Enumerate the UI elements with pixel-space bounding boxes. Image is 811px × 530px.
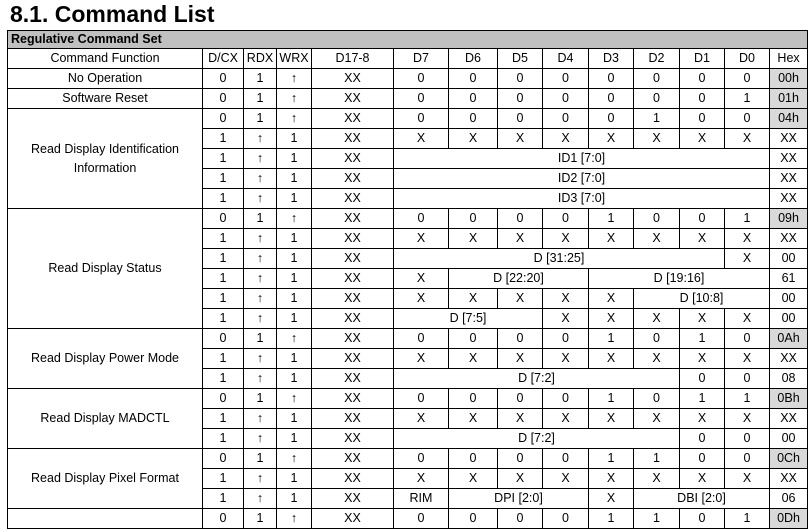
- table-cell: XX: [312, 449, 394, 469]
- column-header: D17-8: [312, 49, 394, 69]
- table-cell: X: [634, 409, 680, 429]
- table-cell: ↑: [277, 89, 312, 109]
- table-cell-span: X: [680, 309, 725, 329]
- table-cell: 0: [203, 389, 244, 409]
- column-header: D0: [725, 49, 770, 69]
- table-cell: 0: [634, 329, 680, 349]
- column-header: Hex: [770, 49, 808, 69]
- table-cell: 1: [277, 429, 312, 449]
- table-cell-span: X: [498, 289, 543, 309]
- table-cell: X: [725, 129, 770, 149]
- table-cell: 0: [543, 449, 589, 469]
- hex-cell: XX: [770, 349, 808, 369]
- hex-cell: 06: [770, 489, 808, 509]
- table-cell-span: 0: [725, 369, 770, 389]
- column-header: D5: [498, 49, 543, 69]
- table-cell: 1: [277, 489, 312, 509]
- table-cell: ↑: [244, 429, 277, 449]
- table-cell: X: [589, 229, 634, 249]
- table-cell: 0: [394, 449, 449, 469]
- table-cell: 1: [277, 169, 312, 189]
- table-cell: XX: [312, 269, 394, 289]
- table-cell: 0: [634, 209, 680, 229]
- table-cell: 0: [589, 109, 634, 129]
- table-cell: 0: [498, 509, 543, 529]
- hex-cell: 01h: [770, 89, 808, 109]
- table-cell: X: [589, 409, 634, 429]
- table-cell: 0: [449, 209, 498, 229]
- table-cell: ↑: [244, 469, 277, 489]
- table-cell: 0: [543, 389, 589, 409]
- table-cell: XX: [312, 389, 394, 409]
- table-cell: XX: [312, 69, 394, 89]
- table-cell: XX: [312, 309, 394, 329]
- table-cell: 0: [203, 509, 244, 529]
- table-cell: XX: [312, 349, 394, 369]
- table-cell: ↑: [244, 289, 277, 309]
- table-cell: 1: [589, 509, 634, 529]
- table-cell: 0: [203, 89, 244, 109]
- table-cell: XX: [312, 109, 394, 129]
- table-cell: X: [589, 349, 634, 369]
- column-header: Command Function: [8, 49, 203, 69]
- table-cell: 0: [680, 69, 725, 89]
- table-cell-span: DPI [2:0]: [449, 489, 589, 509]
- table-cell: ↑: [244, 229, 277, 249]
- table-cell-span: D [19:16]: [589, 269, 770, 289]
- table-cell: 0: [680, 209, 725, 229]
- table-cell: 1: [277, 269, 312, 289]
- table-cell: 1: [277, 189, 312, 209]
- table-cell: X: [589, 129, 634, 149]
- table-cell-span: X: [394, 289, 449, 309]
- table-cell: 1: [277, 409, 312, 429]
- table-cell: X: [725, 469, 770, 489]
- table-cell: 1: [203, 229, 244, 249]
- table-cell: ↑: [244, 349, 277, 369]
- column-header: WRX: [277, 49, 312, 69]
- table-cell: 0: [203, 449, 244, 469]
- table-cell-span: 0: [680, 369, 725, 389]
- table-cell-span: 0: [725, 429, 770, 449]
- table-cell: 0: [543, 329, 589, 349]
- table-cell: 1: [203, 489, 244, 509]
- table-cell: ↑: [244, 309, 277, 329]
- hex-cell: 00: [770, 289, 808, 309]
- table-cell: 1: [277, 129, 312, 149]
- table-cell: X: [634, 229, 680, 249]
- table-row: [8, 69, 808, 89]
- command-function: No Operation: [8, 69, 203, 89]
- table-cell: X: [634, 469, 680, 489]
- table-cell: XX: [312, 249, 394, 269]
- table-cell: X: [543, 349, 589, 369]
- hex-cell: 09h: [770, 209, 808, 229]
- table-cell: 1: [203, 469, 244, 489]
- command-function: Software Reset: [8, 89, 203, 109]
- table-cell: 0: [449, 509, 498, 529]
- table-cell: 0: [543, 509, 589, 529]
- hex-cell: 61: [770, 269, 808, 289]
- table-cell: X: [394, 469, 449, 489]
- table-cell: XX: [312, 129, 394, 149]
- table-cell: 0: [394, 329, 449, 349]
- hex-cell: XX: [770, 189, 808, 209]
- table-cell-span: X: [589, 309, 634, 329]
- table-cell: 0: [394, 109, 449, 129]
- table-cell: 0: [498, 209, 543, 229]
- table-cell: ↑: [277, 389, 312, 409]
- table-cell: 0: [449, 109, 498, 129]
- table-cell: ↑: [244, 149, 277, 169]
- table-cell: 1: [589, 209, 634, 229]
- table-cell: 1: [244, 209, 277, 229]
- table-cell: 0: [589, 89, 634, 109]
- table-cell: X: [634, 129, 680, 149]
- table-row: [8, 509, 808, 529]
- table-cell-span: 0: [680, 429, 725, 449]
- table-cell: 0: [203, 69, 244, 89]
- table-cell: 0: [634, 89, 680, 109]
- table-cell: 0: [449, 449, 498, 469]
- table-cell: 0: [725, 69, 770, 89]
- table-cell: XX: [312, 209, 394, 229]
- table-cell: X: [725, 409, 770, 429]
- table-cell: 1: [589, 449, 634, 469]
- table-cell: ↑: [277, 209, 312, 229]
- table-cell: X: [589, 469, 634, 489]
- table-cell: X: [449, 129, 498, 149]
- table-cell: 1: [203, 409, 244, 429]
- table-cell: X: [680, 409, 725, 429]
- table-cell: 1: [203, 369, 244, 389]
- table-cell: X: [449, 469, 498, 489]
- table-cell: 1: [203, 269, 244, 289]
- table-cell: XX: [312, 89, 394, 109]
- command-function: Read Display Status: [8, 209, 203, 329]
- table-cell: X: [680, 129, 725, 149]
- table-cell: XX: [312, 489, 394, 509]
- command-function: Read Display Power Mode: [8, 329, 203, 389]
- table-cell: 1: [203, 289, 244, 309]
- hex-cell: 0Bh: [770, 389, 808, 409]
- hex-cell: 00h: [770, 69, 808, 89]
- table-cell: 0: [203, 209, 244, 229]
- column-header: D4: [543, 49, 589, 69]
- hex-cell: XX: [770, 229, 808, 249]
- table-cell: 1: [634, 109, 680, 129]
- table-cell-span: RIM: [394, 489, 449, 509]
- table-cell: X: [680, 229, 725, 249]
- table-cell: 1: [203, 429, 244, 449]
- table-cell: 1: [203, 249, 244, 269]
- table-cell: 1: [244, 389, 277, 409]
- table-cell: 0: [680, 109, 725, 129]
- table-cell: 1: [277, 469, 312, 489]
- table-cell: 0: [543, 69, 589, 89]
- table-cell: 1: [725, 389, 770, 409]
- table-row: [8, 389, 808, 409]
- table-cell: 0: [394, 389, 449, 409]
- table-cell: 0: [449, 329, 498, 349]
- table-cell: 1: [589, 329, 634, 349]
- hex-cell: XX: [770, 129, 808, 149]
- table-cell: 0: [498, 449, 543, 469]
- table-cell: 1: [277, 309, 312, 329]
- command-function: Read Display Pixel Format: [8, 449, 203, 509]
- table-cell: 0: [498, 329, 543, 349]
- table-cell: 1: [680, 329, 725, 349]
- command-table: [7, 30, 808, 529]
- table-cell: ↑: [244, 409, 277, 429]
- hex-cell: 08: [770, 369, 808, 389]
- table-cell: 1: [277, 369, 312, 389]
- table-cell: 0: [203, 329, 244, 349]
- table-cell: ↑: [244, 489, 277, 509]
- table-cell: 0: [498, 109, 543, 129]
- table-cell: XX: [312, 149, 394, 169]
- table-cell: ↑: [244, 269, 277, 289]
- table-cell: X: [498, 349, 543, 369]
- hex-cell: 00: [770, 429, 808, 449]
- table-row: [8, 89, 808, 109]
- table-cell: 0: [394, 89, 449, 109]
- table-cell: 0: [680, 449, 725, 469]
- table-cell: 0: [498, 89, 543, 109]
- table-cell-span: X: [543, 289, 589, 309]
- table-cell: 1: [634, 509, 680, 529]
- column-header: D7: [394, 49, 449, 69]
- table-cell: ↑: [277, 329, 312, 349]
- table-cell: ↑: [244, 129, 277, 149]
- table-cell: 0: [543, 209, 589, 229]
- table-cell-span: X: [725, 309, 770, 329]
- table-cell-span: X: [589, 489, 634, 509]
- table-cell: 1: [589, 389, 634, 409]
- table-cell-span: D [31:25]: [394, 249, 725, 269]
- hex-cell: XX: [770, 169, 808, 189]
- table-cell-span: DBI [2:0]: [634, 489, 770, 509]
- section-header-row: [8, 31, 808, 49]
- table-cell: X: [725, 229, 770, 249]
- table-cell-span: X: [634, 309, 680, 329]
- table-cell: X: [498, 469, 543, 489]
- table-cell: X: [543, 469, 589, 489]
- table-cell: XX: [312, 169, 394, 189]
- table-cell: 1: [680, 389, 725, 409]
- table-cell-span: X: [543, 309, 589, 329]
- table-cell: 0: [449, 89, 498, 109]
- table-cell: 0: [634, 389, 680, 409]
- table-cell-span: ID1 [7:0]: [394, 149, 770, 169]
- table-cell: 1: [203, 189, 244, 209]
- table-cell-span: X: [394, 269, 449, 289]
- table-cell: XX: [312, 429, 394, 449]
- table-cell-span: D [22:20]: [449, 269, 589, 289]
- table-cell: X: [680, 349, 725, 369]
- table-cell: 0: [634, 69, 680, 89]
- table-cell: 0: [394, 209, 449, 229]
- table-cell: ↑: [244, 369, 277, 389]
- page-title: 8.1. Command List: [10, 1, 215, 27]
- table-cell: X: [449, 229, 498, 249]
- table-cell: 0: [498, 389, 543, 409]
- table-cell: 1: [277, 289, 312, 309]
- column-header: RDX: [244, 49, 277, 69]
- table-cell: X: [498, 409, 543, 429]
- table-row: [8, 449, 808, 469]
- table-cell: ↑: [277, 449, 312, 469]
- table-cell: 1: [634, 449, 680, 469]
- table-cell: 1: [244, 449, 277, 469]
- table-cell: X: [543, 129, 589, 149]
- table-cell: 0: [449, 69, 498, 89]
- hex-cell: XX: [770, 149, 808, 169]
- table-cell: 1: [203, 309, 244, 329]
- table-cell: 1: [725, 509, 770, 529]
- table-cell: ↑: [277, 109, 312, 129]
- table-cell: 1: [277, 249, 312, 269]
- column-header: D/CX: [203, 49, 244, 69]
- table-row: [8, 209, 808, 229]
- table-cell: 1: [244, 109, 277, 129]
- command-function: Read Display MADCTL: [8, 389, 203, 449]
- table-cell: 1: [725, 89, 770, 109]
- table-cell: 0: [543, 109, 589, 129]
- table-cell: X: [498, 129, 543, 149]
- table-row: [8, 109, 808, 129]
- table-cell: 1: [244, 89, 277, 109]
- table-cell: 1: [203, 349, 244, 369]
- table-cell: 1: [244, 329, 277, 349]
- hex-cell: XX: [770, 409, 808, 429]
- table-cell-span: D [10:8]: [634, 289, 770, 309]
- table-cell: 1: [277, 229, 312, 249]
- command-function: Read Display Identification Information: [8, 109, 203, 209]
- hex-cell: 04h: [770, 109, 808, 129]
- table-cell: 1: [725, 209, 770, 229]
- table-cell: XX: [312, 189, 394, 209]
- table-cell: ↑: [244, 169, 277, 189]
- table-cell-span: D [7:2]: [394, 429, 680, 449]
- column-header: D3: [589, 49, 634, 69]
- hex-cell: 0Dh: [770, 509, 808, 529]
- table-cell: X: [634, 349, 680, 369]
- hex-cell: 00: [770, 249, 808, 269]
- table-cell: 1: [277, 149, 312, 169]
- table-cell: XX: [312, 329, 394, 349]
- table-cell: 0: [589, 69, 634, 89]
- table-cell: X: [449, 349, 498, 369]
- hex-cell: 0Ah: [770, 329, 808, 349]
- table-cell: 1: [244, 509, 277, 529]
- table-cell: 1: [277, 349, 312, 369]
- table-cell: 0: [449, 389, 498, 409]
- table-cell: 1: [244, 69, 277, 89]
- table-cell: 0: [498, 69, 543, 89]
- table-cell: XX: [312, 369, 394, 389]
- table-cell: XX: [312, 409, 394, 429]
- table-cell: 0: [725, 109, 770, 129]
- table-cell-span: D [7:2]: [394, 369, 680, 389]
- column-header: D6: [449, 49, 498, 69]
- table-cell: X: [543, 229, 589, 249]
- table-cell: X: [394, 229, 449, 249]
- table-cell-span: X: [589, 289, 634, 309]
- table-cell: X: [498, 229, 543, 249]
- table-cell: X: [394, 349, 449, 369]
- table-cell-span: D [7:5]: [394, 309, 543, 329]
- hex-cell: XX: [770, 469, 808, 489]
- table-cell: 0: [725, 449, 770, 469]
- table-cell: 0: [680, 89, 725, 109]
- table-cell-span: X: [449, 289, 498, 309]
- section-title: Regulative Command Set: [8, 31, 808, 49]
- table-cell: 0: [394, 509, 449, 529]
- table-cell: X: [680, 469, 725, 489]
- column-header: D2: [634, 49, 680, 69]
- table-cell: 0: [203, 109, 244, 129]
- table-cell-span: ID2 [7:0]: [394, 169, 770, 189]
- table-cell: 1: [203, 149, 244, 169]
- table-cell: X: [543, 409, 589, 429]
- table-cell-span: X: [725, 249, 770, 269]
- command-function: [8, 509, 203, 529]
- table-cell: XX: [312, 509, 394, 529]
- table-cell: XX: [312, 469, 394, 489]
- table-cell: XX: [312, 229, 394, 249]
- table-cell-span: ID3 [7:0]: [394, 189, 770, 209]
- table-row: [8, 329, 808, 349]
- column-header-row: [8, 49, 808, 69]
- hex-cell: 00: [770, 309, 808, 329]
- table-cell: ↑: [277, 69, 312, 89]
- table-cell: ↑: [277, 509, 312, 529]
- table-cell: X: [394, 409, 449, 429]
- table-cell: XX: [312, 289, 394, 309]
- table-cell: ↑: [244, 249, 277, 269]
- table-cell: X: [725, 349, 770, 369]
- table-cell: 0: [680, 509, 725, 529]
- table-cell: 1: [203, 129, 244, 149]
- table-cell: 0: [394, 69, 449, 89]
- table-cell: X: [394, 129, 449, 149]
- table-cell: X: [449, 409, 498, 429]
- table-cell: 1: [203, 169, 244, 189]
- column-header: D1: [680, 49, 725, 69]
- hex-cell: 0Ch: [770, 449, 808, 469]
- table-cell: ↑: [244, 189, 277, 209]
- table-cell: 0: [543, 89, 589, 109]
- table-cell: 0: [725, 329, 770, 349]
